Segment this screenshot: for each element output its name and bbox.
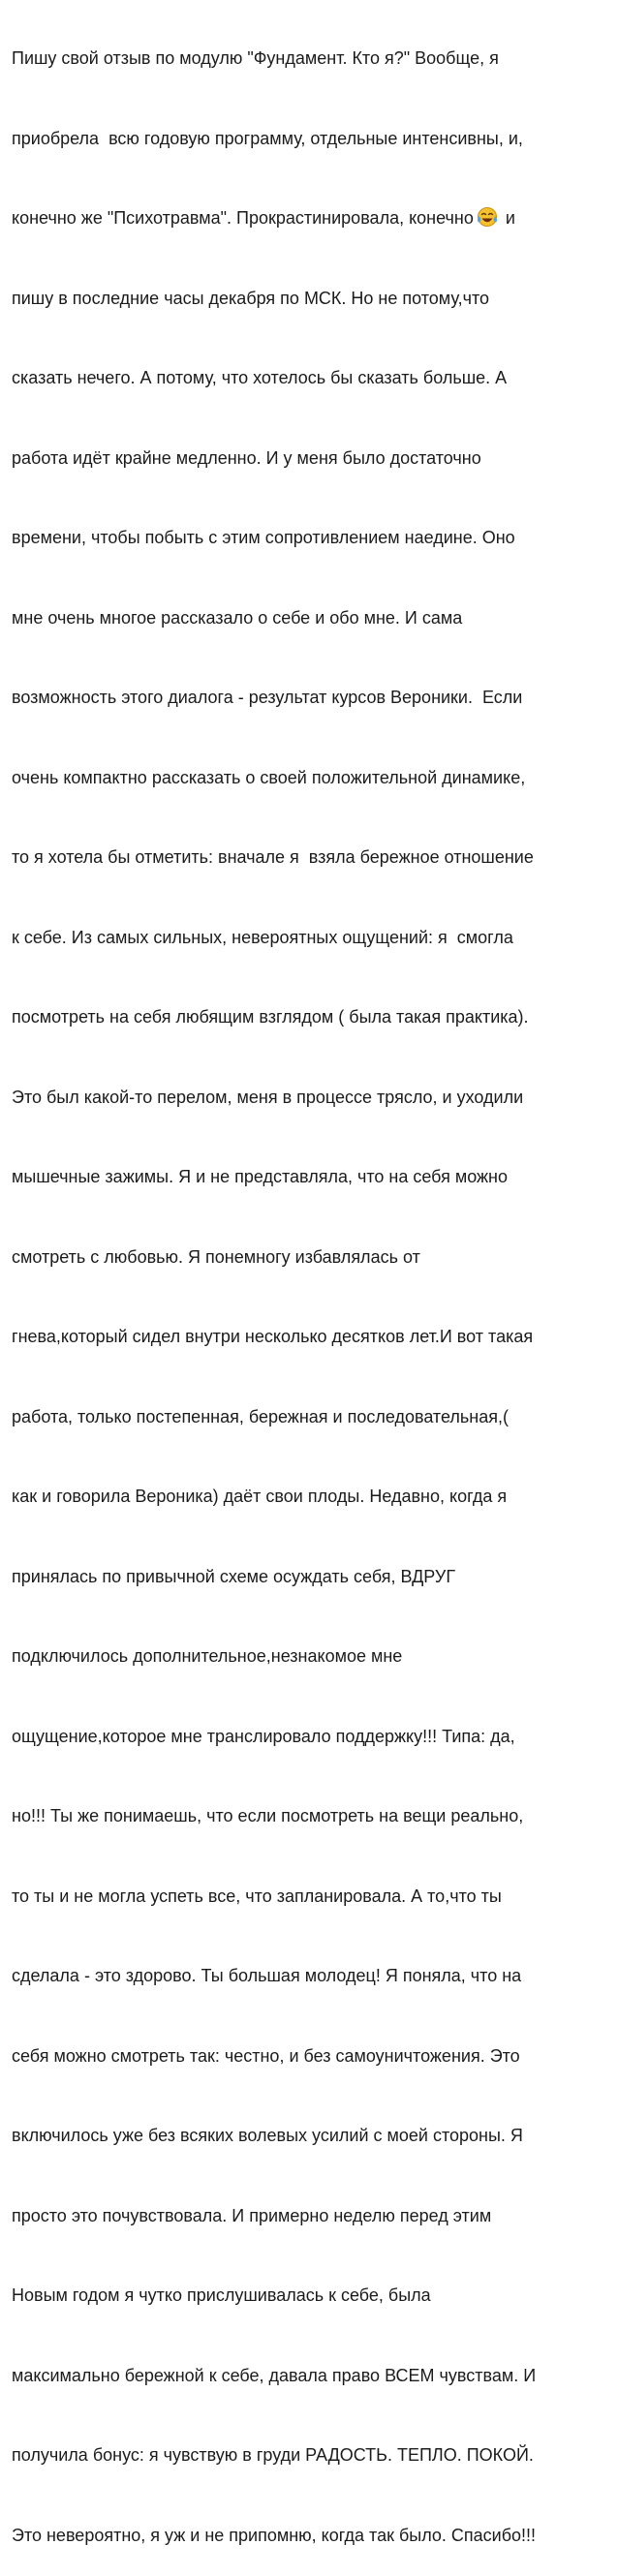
review-text bbox=[12, 0, 618, 2576]
review-line: времени, чтобы побыть с этим сопротивлением наедине. Оно bbox=[12, 528, 515, 547]
review-line-text: конечно же "Психотравма". Прокрастинировала, конечно bbox=[12, 208, 474, 228]
tears-of-joy-emoji-icon bbox=[476, 206, 499, 228]
review-line: Это невероятно, я уж и не припомню, когда так было. Спасибо!!! bbox=[12, 2525, 537, 2545]
review-line: как и говорила Вероника) даёт свои плоды. Недавно, когда я bbox=[12, 1487, 508, 1506]
review-line: максимально бережной к себе, давала право ВСЕМ чувствам. И bbox=[12, 2365, 537, 2385]
review-line: то ты и не могла успеть все, что запланировала. А то,что ты bbox=[12, 1886, 502, 1906]
review-line: очень компактно рассказать о своей положительной динамике, bbox=[12, 767, 526, 787]
review-line: то я хотела бы отметить: вначале я взяла бережное отношение bbox=[12, 847, 534, 867]
review-line: мне очень многое рассказало о себе и обо мне. И сама bbox=[12, 607, 463, 628]
review-line: к себе. Из самых сильных, невероятных ощущений: я смогла bbox=[12, 927, 513, 947]
review-line: смотреть с любовью. Я понемногу избавлялась от bbox=[12, 1246, 420, 1267]
review-line: сделала - это здорово. Ты большая молодец! Я поняла, что на bbox=[12, 1966, 522, 1985]
review-line-text: и bbox=[500, 208, 515, 228]
review-line: подключилось дополнительное,незнакомое мне bbox=[12, 1646, 403, 1666]
review-line: включилось уже без всяких волевых усилий с моей стороны. Я bbox=[12, 2126, 523, 2145]
review-line: себя можно смотреть так: честно, и без самоуничтожения. Это bbox=[12, 2045, 520, 2066]
review-line: работа идёт крайне медленно. И у меня было достаточно bbox=[12, 447, 481, 468]
review-line: приобрела всю годовую программу, отдельные интенсивны, и, bbox=[12, 128, 523, 148]
review-line: Пишу свой отзыв по модулю "Фундамент. Кто я?" Вообще, я bbox=[12, 48, 499, 68]
review-line: пишу в последние часы декабря по МСК. Но не потому,что bbox=[12, 288, 490, 308]
review-line bbox=[12, 205, 618, 232]
review-line: Это был какой-то перелом, меня в процессе трясло, и уходили bbox=[12, 1087, 524, 1107]
review-line: просто это почувствовала. И примерно неделю перед этим bbox=[12, 2205, 492, 2225]
review-line: но!!! Ты же понимаешь, что если посмотреть на вещи реально, bbox=[12, 1806, 524, 1825]
review-line: гнева,который сидел внутри несколько десятков лет.И вот такая bbox=[12, 1327, 534, 1346]
review-line: возможность этого диалога - результат курсов Вероники. Если bbox=[12, 688, 523, 707]
review-line: работа, только постепенная, бережная и последовательная,( bbox=[12, 1406, 509, 1426]
review-line: ощущение,которое мне транслировало поддержку!!! Типа: да, bbox=[12, 1726, 515, 1746]
review-line: сказать нечего. А потому, что хотелось бы сказать больше. А bbox=[12, 368, 508, 387]
review-line: Новым годом я чутко прислушивалась к себе, была bbox=[12, 2285, 431, 2305]
review-line: принялась по привычной схеме осуждать себя, ВДРУГ bbox=[12, 1566, 456, 1586]
emoji-face bbox=[478, 208, 496, 227]
review-line: посмотреть на себя любящим взглядом ( была такая практика). bbox=[12, 1007, 529, 1027]
review-line: мышечные зажимы. Я и не представляла, что на себя можно bbox=[12, 1167, 508, 1186]
review-line: получила бонус: я чувствую в груди РАДОСТЬ. ТЕПЛО. ПОКОЙ. bbox=[12, 2445, 534, 2465]
